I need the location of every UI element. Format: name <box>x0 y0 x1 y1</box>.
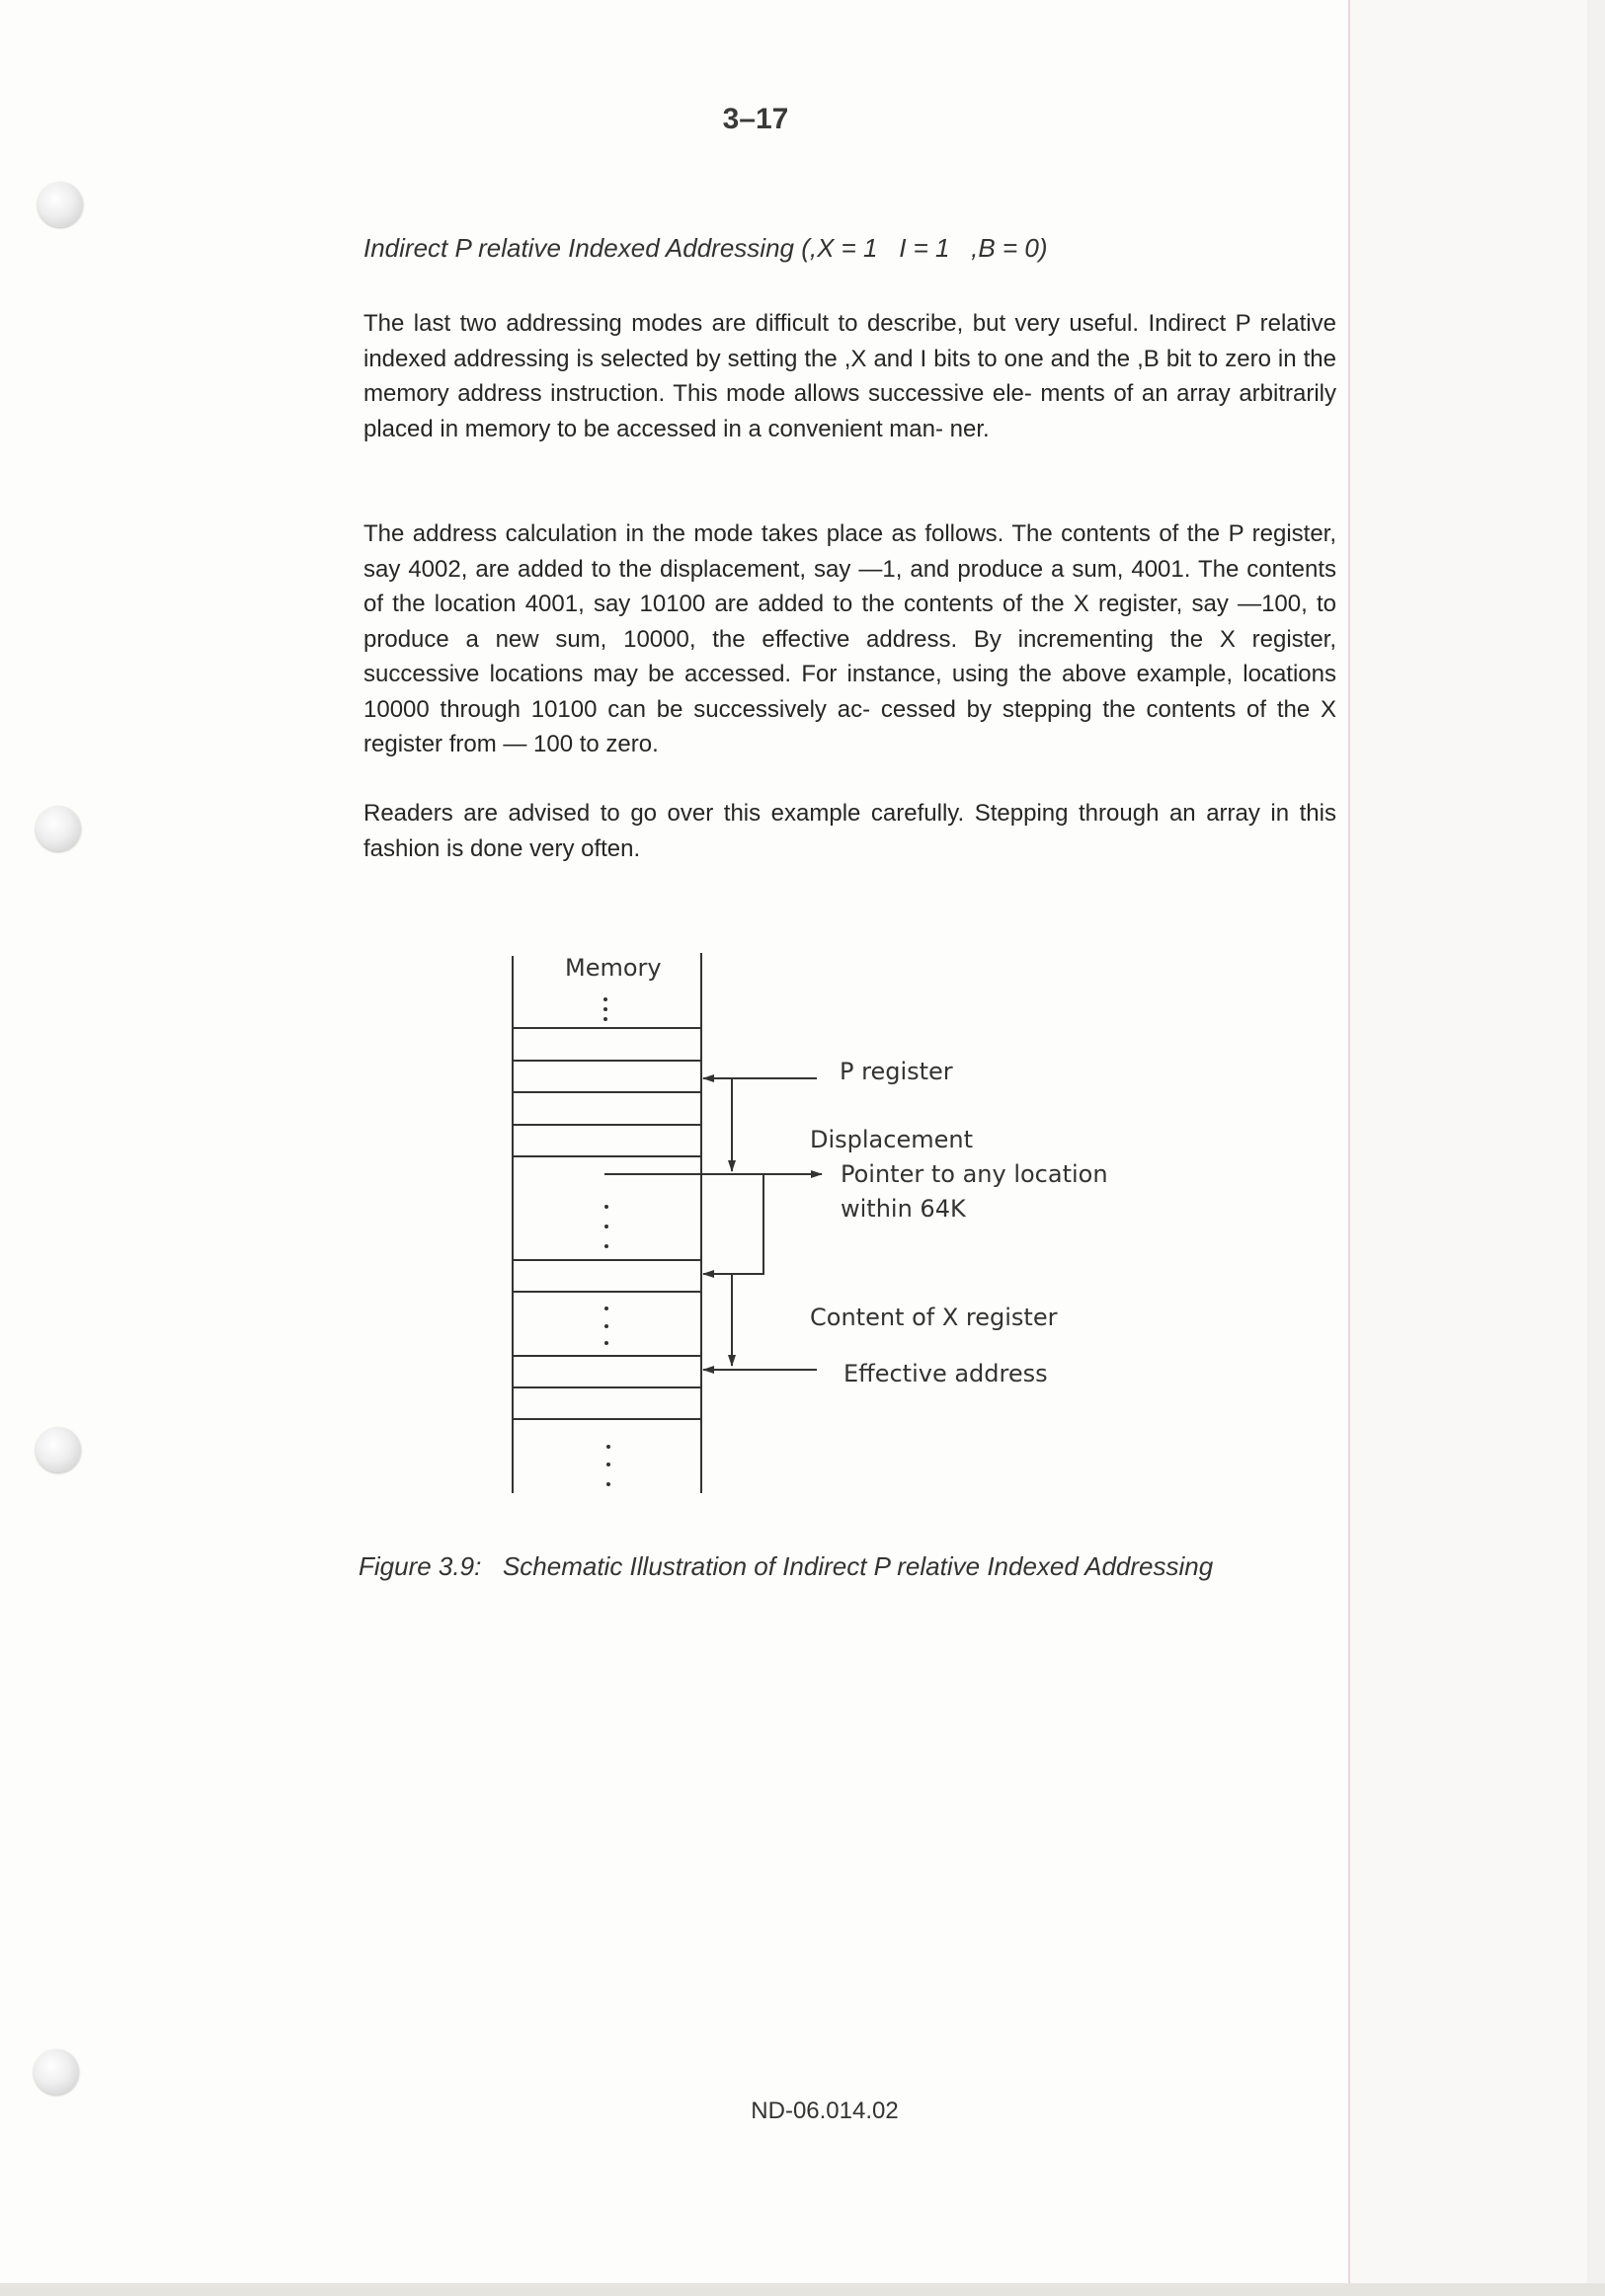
p-register-label: P register <box>840 1058 953 1085</box>
pointer-label-line2: within 64K <box>841 1195 966 1223</box>
memory-ellipsis-dots <box>603 997 610 1486</box>
document-code: ND-06.014.02 <box>751 2098 899 2124</box>
pointer-label-line1: Pointer to any location <box>841 1160 1108 1188</box>
memory-label: Memory <box>565 954 662 982</box>
figure-caption: Figure 3.9: Schematic Illustration of Indirect P relative Indexed Addressing <box>359 1551 1214 1581</box>
paragraph-3: Readers are advised to go over this example carefully. Stepping through an array in this fashion is done very often. <box>363 800 1336 862</box>
displacement-label: Displacement <box>810 1126 973 1153</box>
paragraph-1: The last two addressing modes are difficult to describe, but very useful. Indirect P relative indexed addressing is selected by setting the ,X and I bits to one and the ,B bit to zero in the memory address instruction. This mode allows successive ele- ments of an array arbitrarily placed in memory to be accessed in a convenient man- ner. <box>363 310 1336 442</box>
section-heading: Indirect P relative Indexed Addressing (,X = 1 I = 1 ,B = 0) <box>363 233 1048 263</box>
binder-hole-4 <box>34 2049 79 2095</box>
paragraph-2: The address calculation in the mode takes place as follows. The contents of the P register, say 4002, are added to the displacement, say —1, and produce a sum, 4001. The contents of the location 4001, say 10100 are added to the contents of the X register, say —100, to produce a new sum, 10000, the effective address. By incrementing the X register, successive locations may be accessed. For instance, using the above example, locations 10000 through 10100 can be successively ac- cessed by stepping the contents of the X register from — 100 to zero. <box>363 520 1336 757</box>
indirect-location-arrow <box>703 1174 763 1274</box>
effective-address-label: Effective address <box>843 1360 1048 1387</box>
page-bottom-edge <box>0 2283 1605 2296</box>
content-x-label: Content of X register <box>810 1304 1058 1331</box>
page-number: 3–17 <box>722 103 789 135</box>
